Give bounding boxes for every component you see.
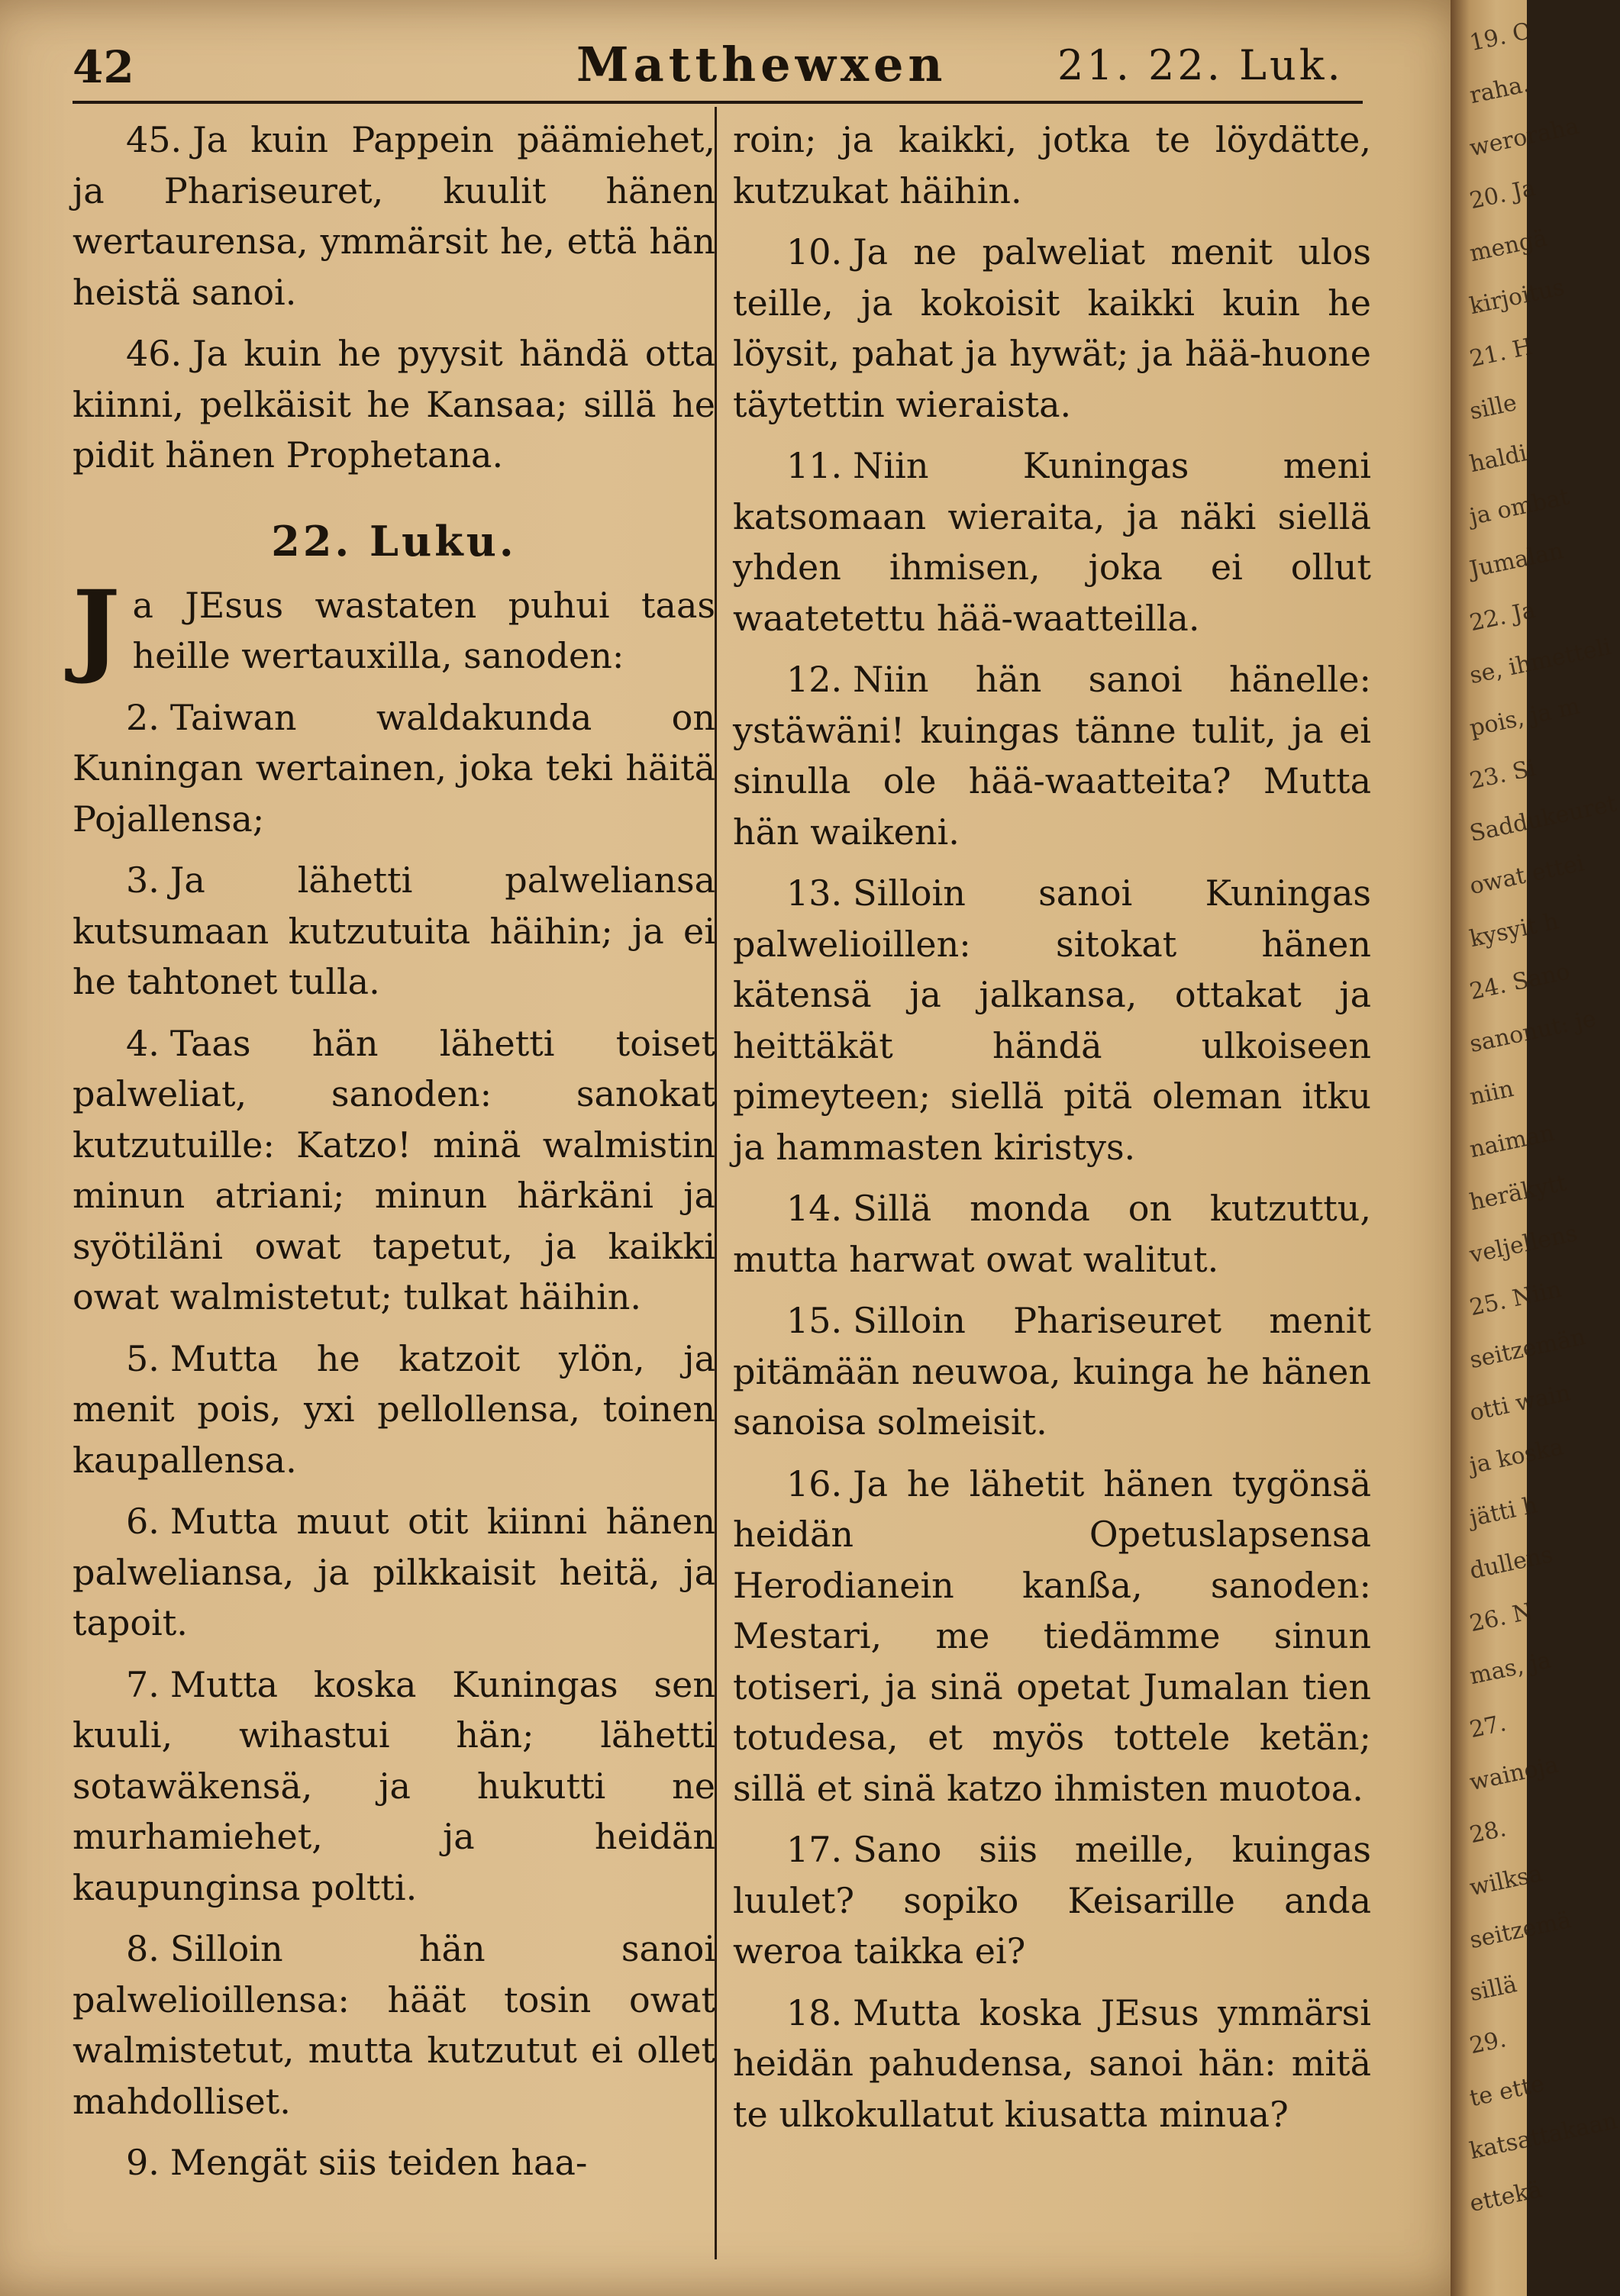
verse-number: 7. (126, 1663, 160, 1705)
verse-text: Taiwan waldakunda on Kuningan wertainen, joka teki häitä Pojallensa; (73, 696, 715, 840)
verse-number: 3. (126, 859, 160, 901)
verse (73, 1924, 715, 2127)
verse-text: Silloin sanoi Kuningas palwelioillen: sitokat hänen kätensä ja jalkansa, ottakat ja heittäkät händä ulkoiseen pimeyteen; siellä pitä oleman itku ja hammasten kiristys. (733, 872, 1371, 1168)
verse-text: Ja he lähetit hänen tygönsä heidän Opetuslapsensa Herodianein kanßa, sanoden: Mestari, me tiedämme sinun totiseri, ja sinä opetat Jumalan tien totudesa, et myös tottele ketän; sillä et sinä katzo ihmisten muotoa. (733, 1462, 1371, 1809)
facing-page-fragment: 24. Sano (1467, 958, 1573, 1006)
facing-page-edge (1451, 0, 1620, 2296)
verse-number: 45. (126, 119, 182, 160)
verse-number: 6. (126, 1501, 160, 1542)
facing-page-fragment: weroraha (1467, 112, 1582, 163)
running-header (73, 31, 1370, 99)
facing-page-fragment: sanonut: je (1467, 1004, 1599, 1059)
facing-page-fragment: 28. (1467, 1814, 1509, 1849)
facing-page-fragment: 19. O (1467, 17, 1534, 57)
verse (73, 1659, 715, 1914)
facing-page-fragment: mengä (1467, 224, 1550, 268)
verse-number: 13. (786, 872, 843, 914)
facing-page-fragment: naiman (1467, 1119, 1557, 1164)
verse (733, 1295, 1371, 1448)
verse-number: 11. (786, 445, 843, 486)
verse (733, 654, 1371, 857)
verse-text: Ja kuin he pyysit händä otta kiinni, pelkäisit he Kansaa; sillä he pidit hänen Prophetana. (73, 333, 715, 476)
verse-text: Ja kuin Pappein päämiehet, ja Phariseuret, kuulit hänen wertaurensa, ymmärsit he, että hän heistä sanoi. (73, 119, 715, 313)
facing-page-fragment: ettekä (1467, 2176, 1544, 2218)
facing-page-fragment: pois, ja m (1467, 692, 1583, 742)
right-column (733, 114, 1371, 2150)
facing-page-fragment: dullens (1467, 1541, 1556, 1585)
page-number: 42 (73, 41, 134, 93)
facing-page-fragment: 29. (1467, 2025, 1509, 2060)
verse-number: 12. (786, 659, 843, 700)
verse-text: Ja lähetti palweliansa kutsumaan kutzutuita häihin; ja ei he tahtonet tulla. (73, 859, 715, 1002)
facing-page-fragment: wilksa (1467, 1859, 1545, 1901)
facing-page-fragment: wainoja (1467, 1751, 1561, 1796)
verse-first (73, 568, 715, 687)
verse-continued (733, 114, 1371, 216)
chapter-heading: 22. Luku. (271, 516, 517, 566)
facing-page-fragment: veljellens (1467, 1220, 1580, 1269)
verse (73, 855, 715, 1008)
verse-number: 46. (126, 333, 182, 374)
verse (733, 440, 1371, 643)
verse (73, 114, 715, 318)
verse-text: Sano siis meille, kuingas luulet? sopiko Keisarille anda weroa taikka ei? (733, 1829, 1371, 1972)
facing-page-fragment: se, ihmetteli (1467, 633, 1614, 689)
facing-page-fragment: ja koska (1467, 1433, 1566, 1480)
verse-number: 5. (126, 1337, 160, 1379)
facing-page-fragment: 27. (1467, 1709, 1509, 1743)
facing-page-fragment: katsattakaan (1467, 2107, 1620, 2165)
facing-page-fragment: 21. H (1467, 333, 1535, 373)
verse-number: 10. (786, 231, 843, 272)
verse-text: Ja ne palweliat menit ulos teille, ja kokoisit kaikki kuin he löysit, pahat ja hywät; ja hää-huone täytettin wieraista. (733, 231, 1371, 425)
verse-text: Silloin Phariseuret menit pitämään neuwoa, kuinga he hänen sanoisa solmeisit. (733, 1300, 1371, 1443)
facing-page-fragment: 23. Si (1467, 754, 1538, 795)
verse-text: Mutta he katzoit ylön, ja menit pois, yxi pellollensa, toinen kaupallensa. (73, 1337, 715, 1481)
facing-page-fragment: 20. Ja (1467, 175, 1538, 215)
facing-page-fragment: otti wain (1467, 1379, 1573, 1427)
verse (733, 868, 1371, 1172)
drop-cap: J (73, 568, 121, 687)
verse-text: Niin Kuningas meni katsomaan wieraita, ja näki siellä yhden ihmisen, joka ei ollut waatetettu hää-waatteilla. (733, 445, 1371, 639)
facing-page-fragment: kysyit h (1467, 908, 1561, 953)
verse (733, 1459, 1371, 1814)
facing-page-fragment: seitzemä (1467, 1906, 1574, 1954)
facing-page-fragment: Jumalan (1467, 537, 1567, 584)
header-rule (73, 101, 1363, 104)
facing-page-fragment: 26. N (1467, 1598, 1535, 1638)
facing-page-fragment: kirjoitus (1467, 274, 1567, 321)
facing-page-fragment: Saddukeuret (1467, 790, 1619, 847)
verse-number: 14. (786, 1188, 843, 1229)
verse-text: Mutta koska Kuningas sen kuuli, wihastui hän; lähetti sotawäkensä, ja hukutti ne murhamiehet, ja heidän kaupunginsa poltti. (73, 1663, 715, 1908)
verse (733, 1988, 1371, 2140)
facing-page-fragment: haldi (1467, 440, 1530, 479)
verse (73, 1333, 715, 1486)
verse (733, 1183, 1371, 1285)
verse-number: 18. (786, 1991, 843, 2033)
facing-page-fragment: heräkytt (1467, 1169, 1570, 1217)
verse-number: 9. (126, 2142, 160, 2183)
verse-text: Silloin hän sanoi palwelioillensa: häät tosin owat walmistetut, mutta kutzutut ei ollet mahdolliset. (73, 1928, 715, 2122)
facing-page-fragment: niin (1467, 1075, 1516, 1111)
verse-number: 15. (786, 1300, 843, 1341)
verse-text: Mengät siis teiden haa- (169, 2142, 588, 2183)
facing-page-fragment: mas, ja (1467, 1647, 1554, 1691)
verse-number: 17. (786, 1829, 843, 1870)
verse (73, 692, 715, 845)
verse-text: Mutta muut otit kiinni hänen palweliansa, ja pilkkaisit heitä, ja tapoit. (73, 1501, 715, 1643)
verse (73, 2137, 715, 2188)
facing-page-fragment: owat ettei (1467, 850, 1587, 900)
verse-number: 2. (126, 696, 160, 738)
verse-text: a JEsus wastaten puhui taas heille wertauxilla, sanoden: (132, 584, 715, 676)
verse (733, 227, 1371, 430)
facing-page-fragment: te ette (1467, 2070, 1547, 2113)
verse-number: 8. (126, 1928, 160, 1969)
facing-page-fragment: sille (1467, 389, 1519, 426)
verse-text: Taas hän lähetti toiset palweliat, sanoden: sanokat kutzutuille: Katzo! minä walmistin minun atriani; minun härkäni ja syötiläni owat tapetut, ja kaikki owat walmistetut; tulkat häihin. (73, 1022, 715, 1317)
book-title: Matthewxen (576, 37, 947, 92)
facing-page-fragment: jätti h (1467, 1491, 1541, 1533)
facing-page-fragment: 25. Niin (1467, 1275, 1564, 1322)
facing-page-fragment: raha. (1467, 70, 1532, 110)
facing-page-fragment: ja ombat (1467, 483, 1572, 531)
verse (73, 328, 715, 481)
verse (73, 1496, 715, 1649)
verse-number: 16. (786, 1462, 843, 1504)
facing-page-fragment: sillä (1467, 1970, 1519, 2007)
facing-page-fragment: 22. Ja (1467, 596, 1538, 637)
verse (733, 1824, 1371, 1977)
verse-text: Mutta koska JEsus ymmärsi heidän pahudensa, sanoi hän: mitä te ulkokullatut kiusatta minua? (733, 1991, 1371, 2135)
left-column (73, 114, 715, 2199)
verse-number: 4. (126, 1022, 160, 1064)
verse-text: Sillä monda on kutzuttu, mutta harwat owat walitut. (733, 1188, 1371, 1280)
facing-page-fragment: seitzemän (1467, 1324, 1588, 1375)
verse (73, 1018, 715, 1323)
verse-text: Niin hän sanoi hänelle: ystäwäni! kuingas tänne tulit, ja ei sinulla ole hää-waatteita? Mutta hän waikeni. (733, 659, 1371, 853)
verse-text: roin; ja kaikki, jotka te löydätte, kutzukat häihin. (733, 119, 1371, 211)
chapter-range: 21. 22. Luk. (1057, 41, 1344, 89)
